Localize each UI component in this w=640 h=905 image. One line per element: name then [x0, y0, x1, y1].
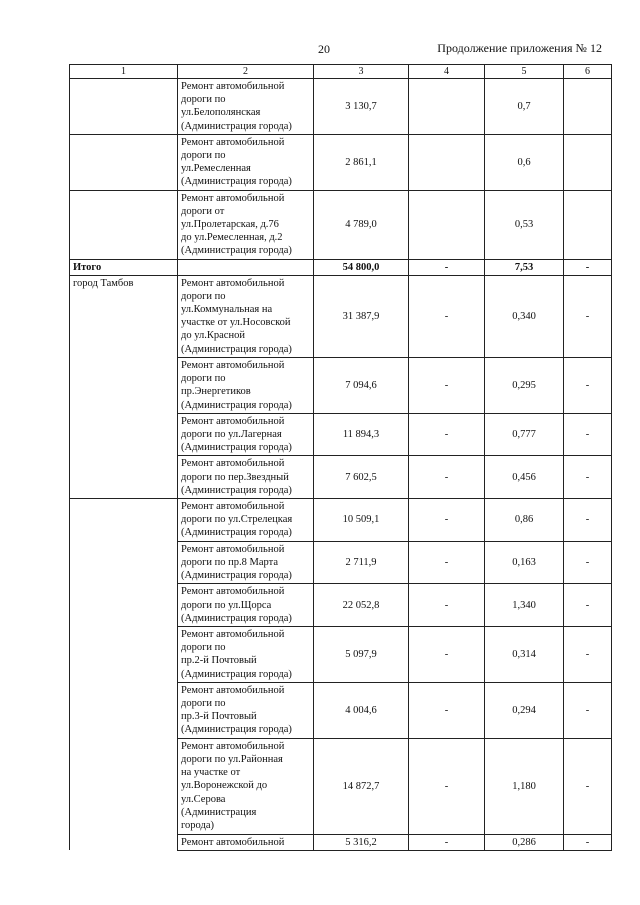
district-cell [70, 79, 178, 135]
district-cell [70, 499, 178, 542]
cost-cell: 7 602,5 [314, 456, 409, 499]
object-name-line: (Администрация города) [181, 484, 292, 496]
column-number: 4 [409, 65, 485, 79]
length-cell: 0,7 [485, 79, 564, 135]
page-number: 20 [318, 42, 330, 56]
object-name-line: Ремонт автомобильной [181, 359, 285, 371]
column-number: 5 [485, 65, 564, 79]
column4-cell: - [409, 456, 485, 499]
object-name-line: (Администрация города) [181, 442, 292, 454]
object-name-line: Ремонт автомобильной [181, 543, 285, 555]
district-cell [70, 682, 178, 738]
table-row [70, 584, 612, 627]
column4-cell: - [409, 357, 485, 413]
object-name-cell [178, 626, 314, 682]
object-name-line: дороги по [181, 94, 226, 106]
column6-cell: - [564, 499, 612, 542]
cost-cell: 11 894,3 [314, 413, 409, 456]
table-row [70, 738, 612, 834]
table-row [70, 357, 612, 413]
object-name-line: ул.Ремесленная [181, 163, 251, 175]
length-cell: 1,180 [485, 738, 564, 834]
district-cell [70, 413, 178, 456]
column6-cell: - [564, 834, 612, 850]
object-name-line: дороги по пер.Звездный [181, 471, 289, 483]
object-name-line: (Администрация города) [181, 724, 292, 736]
length-cell: 0,163 [485, 541, 564, 584]
object-name-cell [178, 134, 314, 190]
continuation-title: Продолжение приложения № 12 [437, 41, 602, 55]
object-name-line: пр.3-й Почтовый [181, 711, 257, 723]
length-cell: 0,295 [485, 357, 564, 413]
column-number: 3 [314, 65, 409, 79]
district-cell [70, 584, 178, 627]
total-row [70, 259, 612, 275]
column4-cell: - [409, 259, 485, 275]
column4-cell: - [409, 275, 485, 357]
object-name-line: ул.Белополянская [181, 107, 261, 119]
cost-cell: 7 094,6 [314, 357, 409, 413]
cost-cell: 4 789,0 [314, 190, 409, 259]
table-row [70, 190, 612, 259]
length-cell: 7,53 [485, 259, 564, 275]
column6-cell: - [564, 357, 612, 413]
object-name-cell [178, 259, 314, 275]
cost-cell: 2 861,1 [314, 134, 409, 190]
object-name-line: (Администрация города) [181, 343, 292, 355]
object-name-cell [178, 79, 314, 135]
object-name-line: (Администрация города) [181, 399, 292, 411]
object-name-line: (Администрация города) [181, 527, 292, 539]
cost-cell: 4 004,6 [314, 682, 409, 738]
district-cell [70, 834, 178, 850]
object-name-line: Ремонт автомобильной [181, 415, 285, 427]
column6-cell: - [564, 275, 612, 357]
object-name-line: на участке от [181, 767, 241, 779]
district-cell: город Тамбов [70, 275, 178, 357]
district-cell [70, 456, 178, 499]
length-cell: 0,777 [485, 413, 564, 456]
object-name-cell [178, 456, 314, 499]
column-number-row [70, 65, 612, 79]
cost-cell: 22 052,8 [314, 584, 409, 627]
district-cell [70, 626, 178, 682]
object-name-cell [178, 499, 314, 542]
length-cell: 0,294 [485, 682, 564, 738]
object-name-cell [178, 357, 314, 413]
district-cell: Итого [70, 259, 178, 275]
object-name-cell [178, 834, 314, 850]
district-cell [70, 190, 178, 259]
length-cell: 0,6 [485, 134, 564, 190]
object-name-line: дороги по ул.Стрелецкая [181, 514, 293, 526]
table-row [70, 682, 612, 738]
cost-cell: 54 800,0 [314, 259, 409, 275]
object-name-line: Ремонт автомобильной [181, 740, 285, 752]
column4-cell: - [409, 682, 485, 738]
cost-cell: 5 316,2 [314, 834, 409, 850]
column4-cell: - [409, 499, 485, 542]
object-name-line: Ремонт автомобильной [181, 458, 285, 470]
object-name-line: Ремонт автомобильной [181, 836, 285, 848]
object-name-line: дороги по [181, 150, 226, 162]
column6-cell: - [564, 413, 612, 456]
district-cell [70, 541, 178, 584]
column4-cell: - [409, 413, 485, 456]
object-name-cell [178, 190, 314, 259]
object-name-line: участке от ул.Носовской [181, 317, 291, 329]
cost-cell: 31 387,9 [314, 275, 409, 357]
object-name-line: ул.Коммунальная на [181, 304, 273, 316]
object-name-cell [178, 413, 314, 456]
object-name-line: до ул.Красной [181, 330, 245, 342]
column6-cell [564, 190, 612, 259]
column4-cell [409, 190, 485, 259]
table-row [70, 413, 612, 456]
object-name-line: дороги по [181, 697, 226, 709]
column6-cell: - [564, 259, 612, 275]
column4-cell [409, 134, 485, 190]
object-name-line: Ремонт автомобильной [181, 586, 285, 598]
object-name-line: дороги по [181, 642, 226, 654]
object-name-cell [178, 584, 314, 627]
object-name-line: пр.2-й Почтовый [181, 655, 257, 667]
object-name-line: Ремонт автомобильной [181, 136, 285, 148]
object-name-line: Ремонт автомобильной [181, 81, 285, 92]
column6-cell: - [564, 584, 612, 627]
cost-cell: 10 509,1 [314, 499, 409, 542]
column-number: 6 [564, 65, 612, 79]
column4-cell: - [409, 834, 485, 850]
column4-cell [409, 79, 485, 135]
object-name-line: дороги по [181, 373, 226, 385]
object-name-line: ул.Воронежской до [181, 780, 268, 792]
object-name-line: ул.Серова [181, 793, 226, 805]
object-name-cell [178, 275, 314, 357]
object-name-line: Ремонт автомобильной [181, 501, 285, 513]
column6-cell [564, 79, 612, 135]
cost-cell: 2 711,9 [314, 541, 409, 584]
object-name-line: Ремонт автомобильной [181, 684, 285, 696]
district-cell [70, 134, 178, 190]
table-row [70, 275, 612, 357]
column6-cell: - [564, 456, 612, 499]
column4-cell: - [409, 541, 485, 584]
column6-cell: - [564, 541, 612, 584]
length-cell: 1,340 [485, 584, 564, 627]
length-cell: 0,53 [485, 190, 564, 259]
object-name-line: пр.Энергетиков [181, 386, 251, 398]
column6-cell: - [564, 626, 612, 682]
object-name-line: (Администрация города) [181, 120, 292, 132]
object-name-line: (Администрация города) [181, 668, 292, 680]
district-cell [70, 357, 178, 413]
object-name-line: дороги по пр.8 Марта [181, 556, 278, 568]
object-name-line: города) [181, 820, 214, 832]
object-name-line: дороги по [181, 290, 226, 302]
object-name-line: дороги от [181, 205, 225, 217]
object-name-line: (Администрация города) [181, 245, 292, 257]
object-name-line: (Администрация города) [181, 176, 292, 188]
table-row [70, 456, 612, 499]
length-cell: 0,340 [485, 275, 564, 357]
object-name-line: до ул.Ремесленная, д.2 [181, 232, 283, 244]
object-name-line: дороги по ул.Щорса [181, 599, 272, 611]
object-name-line: ул.Пролетарская, д.76 [181, 219, 279, 231]
column4-cell: - [409, 738, 485, 834]
table-row [70, 541, 612, 584]
cost-cell: 5 097,9 [314, 626, 409, 682]
object-name-line: дороги по ул.Районная [181, 754, 283, 766]
table-row [70, 834, 612, 850]
object-name-cell [178, 682, 314, 738]
table-row [70, 79, 612, 135]
length-cell: 0,314 [485, 626, 564, 682]
object-name-cell [178, 541, 314, 584]
cost-cell: 14 872,7 [314, 738, 409, 834]
object-name-line: Ремонт автомобильной [181, 628, 285, 640]
object-name-line: (Администрация города) [181, 570, 292, 582]
table-row [70, 499, 612, 542]
column-number: 2 [178, 65, 314, 79]
program-table [69, 64, 612, 851]
table-row [70, 134, 612, 190]
column6-cell: - [564, 682, 612, 738]
object-name-line: Ремонт автомобильной [181, 192, 285, 204]
object-name-line: (Администрация города) [181, 612, 292, 624]
column4-cell: - [409, 626, 485, 682]
length-cell: 0,456 [485, 456, 564, 499]
column6-cell: - [564, 738, 612, 834]
table-row [70, 626, 612, 682]
object-name-cell [178, 738, 314, 834]
cost-cell: 3 130,7 [314, 79, 409, 135]
object-name-line: (Администрация [181, 806, 257, 818]
column6-cell [564, 134, 612, 190]
column-number: 1 [70, 65, 178, 79]
object-name-line: дороги по ул.Лагерная [181, 429, 282, 441]
length-cell: 0,86 [485, 499, 564, 542]
district-cell [70, 738, 178, 834]
object-name-line: Ремонт автомобильной [181, 277, 285, 289]
length-cell: 0,286 [485, 834, 564, 850]
column4-cell: - [409, 584, 485, 627]
